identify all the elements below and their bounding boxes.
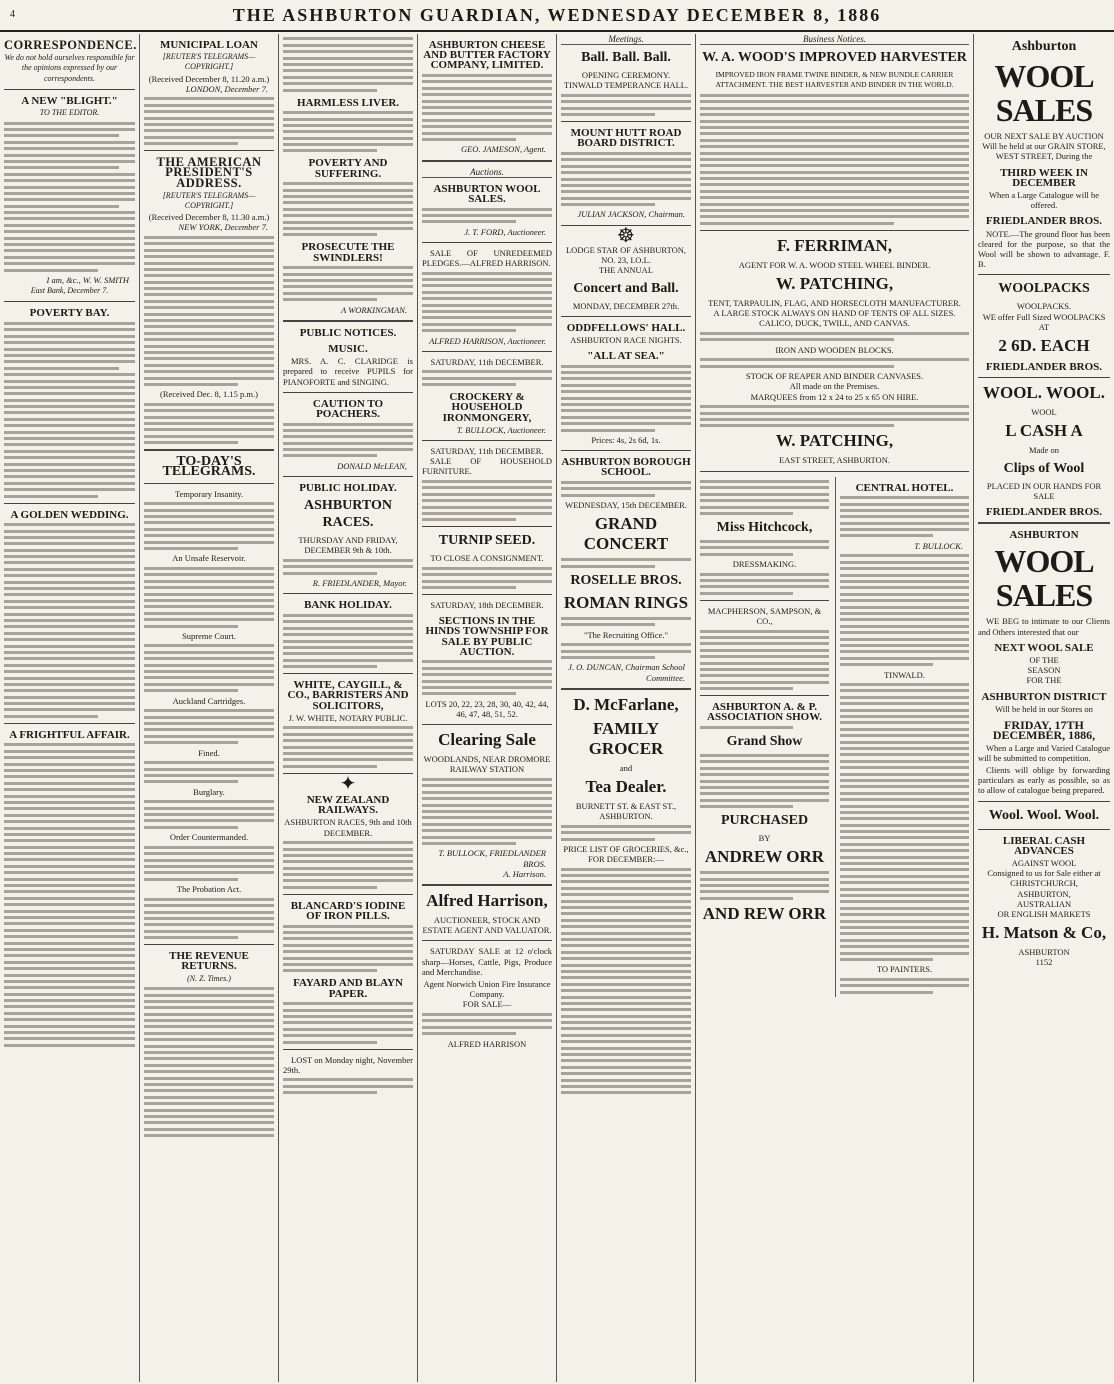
advert-subheading: TINWALD. (884, 669, 925, 680)
lost-notice: LOST on Monday night, November 29th. (283, 1054, 413, 1075)
advert-subheading: BY (758, 833, 771, 844)
advert-body (422, 1013, 552, 1035)
advert-body (283, 841, 413, 889)
advert-subheading: FOR THE (1026, 675, 1062, 686)
advert-body (422, 74, 552, 141)
advert-heading: CROCKERY & HOUSEHOLD IRONMONGERY, (442, 391, 532, 424)
advert-body (561, 94, 691, 116)
advert-body (422, 208, 552, 224)
advert-heading: ASHBURTON A. & P. ASSOCIATION SHOW. (707, 701, 822, 724)
advert-body (840, 683, 969, 961)
notices-split (700, 477, 969, 998)
advert-subheading: Consigned to us for Sale either at (987, 868, 1101, 879)
article-body (144, 97, 274, 145)
advert-body (422, 778, 552, 845)
signature: A WORKINGMAN. (341, 304, 407, 315)
advert-text: When a Large and Varied Catalogue will be submitted to competition. (978, 742, 1110, 763)
advert-heading: FAMILY GROCER (588, 718, 664, 758)
subheading: Temporary Insanity. (174, 488, 244, 499)
advert-heading: SECTIONS IN THE HINDS TOWNSHIP FOR SALE BY PUBLIC AUCTION. (425, 615, 549, 658)
correspondence-heading: CORRESPONDENCE. (4, 38, 137, 52)
advert-heading: ASHBURTON DISTRICT (981, 690, 1107, 703)
advert-body (700, 630, 829, 691)
advert-text: SALE OF HOUSEHOLD FURNITURE. (422, 456, 552, 477)
advert-heading: W. PATCHING, (775, 274, 894, 294)
advert-subheading: "The Recruiting Office." (584, 629, 668, 640)
subheading: An Unsafe Reservoir. (172, 553, 246, 564)
article-heading: A NEW "BLIGHT." (21, 94, 118, 107)
signature: A. Harrison. (503, 868, 546, 879)
advert-body (283, 925, 413, 973)
signature: ALFRED HARRISON, Auctioneer. (429, 335, 546, 346)
advert-body (283, 1002, 413, 1043)
advert-subheading: AGAINST WOOL (1011, 857, 1077, 868)
advert-heading: ASHBURTON BOROUGH SCHOOL. (561, 456, 691, 479)
advert-heading: Miss Hitchcock, (716, 519, 813, 535)
advert-body (561, 825, 691, 841)
advert-subheading: WOOL (1031, 407, 1057, 418)
advert-subheading: TO PAINTERS. (876, 964, 933, 975)
advert-subheading: ASHBURTON RACE NIGHTS. (570, 334, 682, 345)
article-heading: POVERTY BAY. (29, 307, 110, 320)
advert-body (422, 480, 552, 521)
advert-body (700, 405, 969, 427)
column-2 (139, 34, 278, 1382)
signature: I am, &c., W. W. SMITH (46, 274, 129, 285)
telegram-source: [REUTER'S TELEGRAMS—COPYRIGHT.] (162, 52, 256, 72)
advert-heading: FAYARD AND BLAYN PAPER. (293, 977, 403, 1000)
telegram-date: (Received December 8, 11.20 a.m.) (148, 73, 270, 84)
article-body (144, 846, 274, 881)
advert-body (561, 617, 691, 626)
advert-heading: HARMLESS LIVER. (296, 96, 400, 109)
advert-body (283, 559, 413, 575)
advert-heading: WOOL SALES (994, 58, 1094, 128)
advert-heading: BANK HOLIDAY. (304, 599, 392, 612)
advert-subheading: ASHBURTON RACES, 9th and 10th DECEMBER. (284, 817, 412, 838)
column-6 (695, 34, 973, 1382)
signature: DONALD McLEAN, (337, 460, 407, 471)
advert-heading: 2 6D. EACH (998, 336, 1090, 356)
notices-right (835, 477, 969, 998)
advert-body (840, 496, 969, 537)
lodge-emblem-icon: ☸ (617, 224, 635, 247)
advert-heading: Alfred Harrison, (426, 890, 548, 910)
price-list (561, 868, 691, 1095)
advert-heading: Tea Dealer. (585, 776, 667, 796)
article-heading: MUNICIPAL LOAN (160, 39, 258, 51)
article-heading: THE REVENUE RETURNS. (169, 950, 249, 973)
advert-date: SATURDAY, 18th DECEMBER. (430, 600, 544, 611)
advert-heading: ROSELLE BROS. (570, 572, 682, 588)
article-body (144, 709, 274, 744)
advert-body (283, 37, 413, 91)
advert-heading: CAUTION TO POACHERS. (312, 397, 384, 420)
advert-body (700, 573, 829, 595)
advert-heading: WOOL SALES (994, 543, 1094, 614)
advert-subheading: TENT, TARPAULIN, FLAG, AND HORSECLOTH MANUFACTURER. (708, 298, 961, 309)
advert-body (700, 94, 969, 225)
advert-body (283, 1078, 413, 1094)
advert-body (700, 871, 829, 900)
advert-subheading: AUCTIONEER, STOCK AND ESTATE AGENT AND VALUATOR. (422, 914, 552, 936)
advert-subheading: Agent Norwich Union Fire Insurance Company. (423, 978, 551, 1000)
advert-heading: Grand Show (726, 733, 803, 749)
advert-heading: POVERTY AND SUFFERING. (308, 157, 388, 180)
advert-text: SALE OF UNREDEEMED PLEDGES.—ALFRED HARRISON. (422, 247, 552, 269)
advert-body (561, 558, 691, 567)
advert-text: SATURDAY SALE at 12 o'clock sharp—Horses, Cattle, Pigs, Produce and Merchandise. (422, 946, 552, 977)
advert-heading: Ball. Ball. Ball. (581, 50, 671, 66)
advert-heading: ASHBURTON (1009, 529, 1079, 542)
telegrams-heading: TO-DAY'S TELEGRAMS. (162, 454, 256, 480)
column-1 (0, 34, 139, 1382)
article-body (144, 567, 274, 628)
advert-body (283, 726, 413, 767)
advert-heading: WOOLPACKS (998, 281, 1090, 297)
article-body (144, 898, 274, 939)
advert-body (561, 481, 691, 497)
advert-subheading: OUR NEXT SALE BY AUCTION Will be held at our GRAIN STORE, WEST STREET, During the (982, 131, 1106, 162)
advert-subheading: AGENT FOR W. A. WOOD STEEL WHEEL BINDER. (738, 259, 931, 270)
article-heading: A GOLDEN WEDDING. (10, 508, 129, 521)
advert-body (422, 272, 552, 333)
advert-subheading: Made on (1029, 445, 1059, 456)
advert-subheading: SEASON (1027, 665, 1061, 676)
advert-subheading: IRON AND WOODEN BLOCKS. (775, 344, 894, 355)
column-4 (417, 34, 556, 1382)
advert-heading: ANDREW ORR (704, 847, 825, 867)
advert-subheading: WOOLPACKS. (1016, 301, 1072, 312)
telegram-source: [REUTER'S TELEGRAMS—COPYRIGHT.] (162, 190, 256, 210)
advert-body (700, 726, 829, 729)
article-body (4, 523, 135, 718)
article-body (144, 987, 274, 1137)
advert-heading: WOOL. WOOL. (982, 383, 1105, 403)
advert-heading: "ALL AT SEA." (587, 350, 665, 363)
article-heading: THE AMERICAN PRESIDENT'S ADDRESS. (156, 155, 262, 190)
advert-body (422, 567, 552, 589)
advert-heading: D. McFarlane, (573, 694, 679, 714)
to-editor: TO THE EDITOR. (39, 108, 100, 118)
correspondence-note: We do not hold ourselves responsible for the opinions expressed by our correspondents. (4, 53, 135, 83)
article-body (4, 322, 135, 498)
advert-subheading: TINWALD TEMPERANCE HALL. (563, 80, 689, 91)
advert-body (283, 111, 413, 152)
advert-date: THURSDAY AND FRIDAY, DECEMBER 9th & 10th. (298, 535, 398, 556)
advert-date: SATURDAY, 11th DECEMBER. (430, 356, 544, 367)
advert-heading: PUBLIC HOLIDAY. (299, 482, 397, 495)
article-source: (N. Z. Times.) (187, 973, 231, 983)
advert-subheading: TO CLOSE A CONSIGNMENT. (430, 553, 544, 564)
advert-heading: AND REW ORR (702, 903, 827, 923)
advert-heading: ASHBURTON CHEESE AND BUTTER FACTORY COMPANY, LIMITED. (423, 39, 551, 72)
advert-subheading: OF THE (1029, 655, 1059, 666)
advert-heading: ROMAN RINGS (563, 592, 689, 612)
advert-heading: FRIEDLANDER BROS. (985, 215, 1103, 228)
advert-subheading: MACPHERSON, SAMPSON, & CO., (707, 605, 822, 627)
advert-subheading: OR ENGLISH MARKETS (997, 908, 1091, 919)
signature: J. O. DUNCAN, Chairman School Committee. (568, 662, 685, 683)
advert-heading: Wool. Wool. Wool. (988, 807, 1100, 823)
notices-left (700, 477, 829, 998)
advert-heading: H. Matson & Co, (981, 923, 1107, 943)
signature: T. BULLOCK. (914, 540, 963, 551)
page-number: 4 (10, 9, 15, 20)
advert-body (283, 614, 413, 668)
column-3 (278, 34, 417, 1382)
advert-subheading: CHRISTCHURCH, (1010, 878, 1078, 889)
advert-date: WEDNESDAY, 15th DECEMBER. (565, 500, 687, 511)
signature-place: East Bank, December 7. (30, 286, 109, 296)
lots-list: LOTS 20, 22, 23, 28, 30, 40, 42, 44, 46, 47, 48, 51, 52. (425, 698, 549, 720)
advert-heading: W. A. WOOD'S IMPROVED HARVESTER (702, 50, 967, 66)
advert-body (700, 332, 969, 341)
advert-date: SATURDAY, 11th DECEMBER. (430, 445, 544, 456)
advert-subheading: BURNETT ST. & EAST ST., ASHBURTON. (575, 800, 677, 822)
advert-subheading: ASHBURTON, (1017, 888, 1071, 899)
advert-subheading: STOCK OF REAPER AND BINDER CANVASES. (745, 371, 924, 382)
signature: ALFRED HARRISON (447, 1038, 527, 1049)
advert-heading: ODDFELLOWS' HALL. (566, 321, 686, 334)
advert-body (283, 266, 413, 301)
advert-heading: W. PATCHING, (775, 431, 894, 451)
advert-number: 1152 (1035, 957, 1053, 968)
article-heading: A FRIGHTFUL AFFAIR. (9, 728, 130, 741)
advert-heading: BLANCARD'S IODINE OF IRON PILLS. (290, 899, 406, 923)
advert-heading: L CASH A (1005, 421, 1083, 441)
signature: J. T. FORD, Auctioneer. (464, 226, 546, 237)
advert-heading: MOUNT HUTT ROAD BOARD DISTRICT. (570, 127, 682, 150)
advert-body (283, 423, 413, 458)
advert-heading: Clearing Sale (438, 730, 536, 750)
advert-subheading: THE ANNUAL (598, 265, 654, 276)
subheading: Auckland Cartridges. (172, 695, 246, 706)
advert-subheading: EAST STREET, ASHBURTON. (779, 455, 890, 466)
article-body (4, 743, 135, 1046)
section-heading: Business Notices. (700, 34, 969, 45)
column-7 (973, 34, 1114, 1382)
advert-heading: CENTRAL HOTEL. (855, 481, 954, 494)
advert-heading: FRIEDLANDER BROS. (985, 506, 1103, 519)
advert-subheading: PLACED IN OUR HANDS FOR SALE (986, 480, 1102, 501)
columns (0, 34, 1114, 1382)
advert-text: MRS. A. C. CLARIDGE is prepared to receive PUPILS for PIANOFORTE and SINGING. (283, 356, 413, 387)
signature: JULIAN JACKSON, Chairman. (577, 209, 685, 220)
advert-subheading: WOODLANDS, NEAR DROMORE RAILWAY STATION (423, 754, 551, 775)
advert-subheading: DRESSMAKING. (732, 559, 797, 570)
advert-heading: PROSECUTE THE SWINDLERS! (301, 241, 395, 264)
advert-body (422, 370, 552, 386)
advert-heading: NEW ZEALAND RAILWAYS. (306, 793, 390, 817)
advert-date: MONDAY, DECEMBER 27th. (572, 300, 680, 311)
advert-prices: Prices: 4s, 2s 6d, 1s. (591, 435, 661, 445)
advert-text: WE BEG to intimate to our Clients and Others interested that our (978, 616, 1110, 637)
advert-subheading: FOR SALE— (462, 999, 512, 1010)
advert-heading: FRIDAY, 17TH DECEMBER, 1886, (992, 718, 1096, 743)
article-body (4, 122, 135, 272)
advert-subheading: Will be held in our Stores on (995, 703, 1093, 714)
advert-heading: MUSIC. (328, 342, 368, 355)
advert-subheading: OPENING CEREMONY. (581, 70, 671, 81)
telegram-date: (Received Dec. 8, 1.15 p.m.) (160, 389, 258, 400)
advert-subheading: LODGE STAR OF ASHBURTON, NO. 23, I.O.L. (565, 244, 687, 266)
advert-text: NOTE.—The ground floor has been cleared for the purpose, so that the Wool will be shown to advantage. F. B. (978, 228, 1110, 270)
advert-subheading: MARQUEES from 12 x 24 to 25 x 65 ON HIRE. (750, 391, 919, 402)
advert-body (561, 365, 691, 432)
signature: GEO. JAMESON, Agent. (460, 144, 546, 155)
telegram-date: (Received December 8, 11.30 a.m.) (148, 212, 270, 223)
signature: T. BULLOCK, FRIEDLANDER BROS. (438, 848, 546, 869)
advert-heading: ASHBURTON WOOL SALES. (433, 182, 541, 205)
advert-subheading: All made on the Premises. (789, 381, 880, 392)
article-body (144, 800, 274, 829)
advert-body (840, 978, 969, 994)
signature: T. BULLOCK, Auctioneer. (456, 424, 546, 435)
advert-subheading: AUSTRALIAN (1016, 898, 1072, 909)
advert-body (700, 480, 829, 515)
advert-heading: THIRD WEEK IN DECEMBER (1000, 166, 1088, 189)
signature: R. FRIEDLANDER, Mayor. (312, 578, 407, 589)
advert-subheading: and (619, 762, 633, 773)
advert-heading: Clips of Wool (1003, 460, 1085, 476)
advert-heading: Ashburton (1011, 39, 1077, 54)
advert-subheading: When a Large Catalogue will be offered. (988, 190, 1100, 211)
column-5 (556, 34, 695, 1382)
subheading: Order Countermanded. (169, 832, 249, 843)
telegram-place: LONDON, December 7. (185, 83, 268, 94)
article-body (144, 502, 274, 550)
advert-body (700, 754, 829, 808)
newspaper-title: THE ASHBURTON GUARDIAN, WEDNESDAY DECEMBER 8, 1886 (232, 5, 882, 25)
advert-heading: ASHBURTON RACES. (304, 498, 392, 531)
advert-heading: PURCHASED (720, 813, 809, 829)
advert-subheading: J. W. WHITE, NOTARY PUBLIC. (288, 712, 408, 723)
advert-heading: WHITE, CAYGILL, & CO., BARRISTERS AND SOLICITORS, (287, 679, 409, 712)
advert-heading: GRAND CONCERT (583, 514, 669, 554)
subheading: Fined. (198, 747, 220, 758)
section-heading: Auctions. (422, 167, 552, 178)
section-heading: PUBLIC NOTICES. (299, 326, 397, 339)
advert-body (283, 182, 413, 236)
advert-subheading: ASHBURTON (1018, 947, 1070, 958)
subheading: Burglary. (193, 786, 225, 797)
advert-subheading: WE offer Full Sized WOOLPACKS AT (982, 311, 1106, 332)
section-heading: Meetings. (561, 34, 691, 45)
advert-subheading: A LARGE STOCK ALWAYS ON HAND OF TENTS OF ALL SIZES. CALICO, DUCK, TWILL, AND CANVAS. (713, 308, 956, 329)
advert-body (561, 152, 691, 206)
advert-body (840, 554, 969, 666)
advert-body (700, 358, 969, 367)
article-body (144, 403, 274, 444)
price-list-heading: PRICE LIST OF GROCERIES, &c., FOR DECEMBER:— (563, 843, 689, 865)
advert-heading: LIBERAL CASH ADVANCES (1002, 834, 1086, 857)
advert-body (422, 660, 552, 695)
masthead (0, 0, 1114, 32)
advert-subheading: IMPROVED IRON FRAME TWINE BINDER, & NEW BUNDLE CARRIER ATTACHMENT. THE BEST HARVESTER AND BINDER IN THE WORLD. (715, 70, 954, 90)
advert-heading: NEXT WOOL SALE (994, 641, 1094, 654)
advert-heading: Concert and Ball. (573, 280, 679, 296)
article-body (144, 236, 274, 386)
telegram-place: NEW YORK, December 7. (178, 222, 268, 233)
subheading: The Probation Act. (176, 884, 242, 895)
railway-emblem-icon: ✦ (339, 772, 357, 795)
subheading: Supreme Court. (182, 630, 236, 641)
article-body (144, 644, 274, 692)
advert-body (700, 540, 829, 556)
advert-text: Clients will oblige by forwarding particulars as early as possible, so as to allow of catalogue being prepared. (978, 764, 1110, 796)
article-body (144, 761, 274, 783)
advert-heading: FRIEDLANDER BROS. (985, 361, 1103, 374)
advert-body (561, 643, 691, 659)
advert-heading: TURNIP SEED. (438, 533, 536, 549)
advert-heading: F. FERRIMAN, (776, 235, 893, 255)
